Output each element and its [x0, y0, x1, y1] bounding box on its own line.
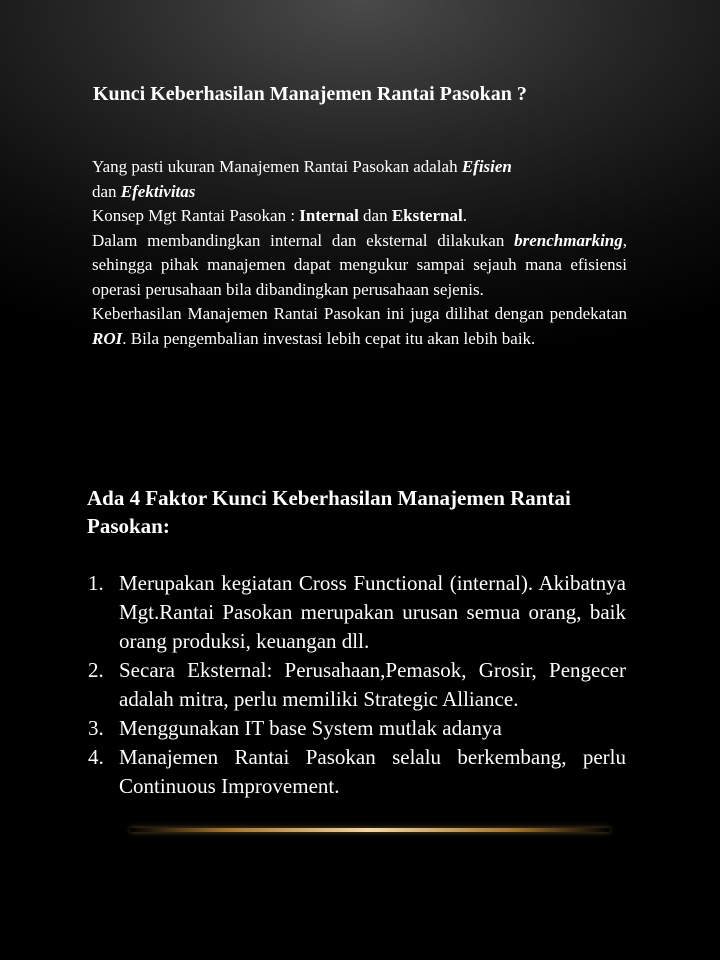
intro-p2-end: .: [462, 206, 467, 225]
intro-p4-text2: . Bila pengembalian investasi lebih cepat itu akan lebih baik.: [122, 328, 536, 348]
term-efisien: Efisien: [461, 157, 512, 176]
intro-p3-text2: , sehingga pihak manajemen dapat mengukur sampai sejauh mana efisiensi operasi perusahaan bila dibandingkan perusahaan sejenis.: [92, 230, 627, 299]
list-item-text: Menggunakan IT base System mutlak adanya: [119, 716, 502, 740]
intro-paragraph-benchmarking: [92, 229, 627, 303]
list-item-number: 2.: [88, 658, 104, 682]
slide-heading: Kunci Keberhasilan Manajemen Rantai Pasokan ?: [93, 83, 527, 105]
factors-title: Ada 4 Faktor Kunci Keberhasilan Manajemen Rantai Pasokan:: [87, 486, 571, 538]
term-eksternal: Eksternal: [391, 206, 463, 225]
list-item-number: 3.: [88, 716, 104, 740]
decorative-divider: [130, 828, 610, 832]
list-item-text: Manajemen Rantai Pasokan selalu berkembang, perlu Continuous Improvement.: [119, 745, 626, 798]
intro-text-block: [92, 155, 627, 351]
intro-paragraph-roi: [92, 302, 627, 351]
intro-p3-text1: Dalam membandingkan internal dan eksternal dilakukan: [92, 230, 515, 250]
intro-p1-dan: dan: [92, 181, 121, 201]
list-item-number: 1.: [88, 571, 104, 595]
list-item: [88, 714, 626, 743]
term-brenchmarking: brenchmarking: [514, 230, 623, 250]
intro-p4-text1: Keberhasilan Manajemen Rantai Pasokan ini juga dilihat dengan pendekatan: [92, 304, 627, 323]
list-item: [88, 569, 626, 656]
list-item-text: Secara Eksternal: Perusahaan,Pemasok, Grosir, Pengecer adalah mitra, perlu memiliki Strategic Alliance.: [119, 658, 626, 711]
list-item: [88, 743, 626, 801]
intro-p2-dan: dan: [358, 206, 392, 225]
list-item-text: Merupakan kegiatan Cross Functional (internal). Akibatnya Mgt.Rantai Pasokan merupakan urusan semua orang, baik orang produksi, keuangan dll.: [119, 571, 626, 653]
list-item-number: 4.: [88, 745, 104, 769]
term-roi: ROI: [92, 328, 123, 348]
list-item: [88, 656, 626, 714]
term-internal: Internal: [299, 206, 359, 225]
factor-list: [88, 569, 626, 801]
intro-p1-text: Yang pasti ukuran Manajemen Rantai Pasokan adalah: [92, 157, 462, 176]
intro-p2-text: Konsep Mgt Rantai Pasokan :: [92, 206, 300, 225]
intro-paragraph-efficiency: [92, 155, 627, 204]
intro-paragraph-concept: [92, 204, 627, 229]
term-efektivitas: Efektivitas: [120, 181, 196, 201]
